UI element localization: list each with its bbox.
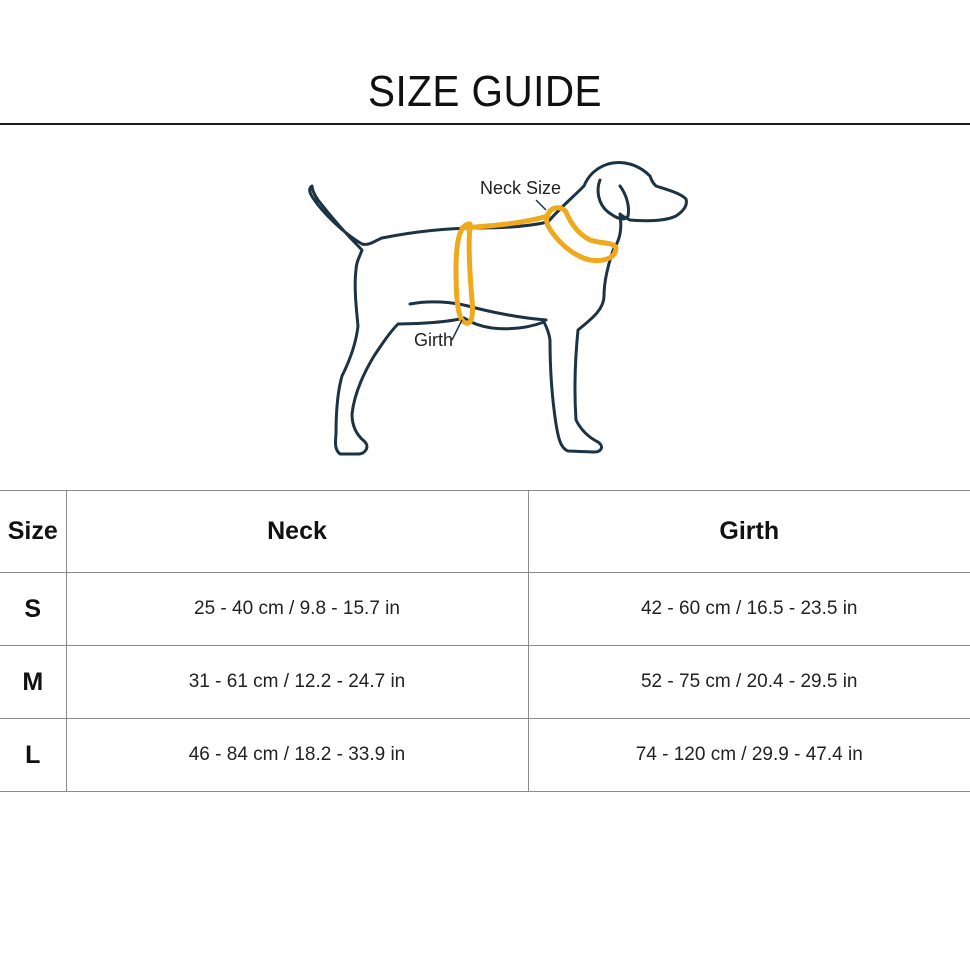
dog-body-outline [310, 163, 687, 455]
neck-measure-highlight [547, 208, 617, 261]
column-header-size: Size [0, 491, 66, 573]
table-row [0, 719, 970, 792]
column-header-neck: Neck [66, 491, 528, 573]
size-cell: L [0, 719, 66, 792]
girth-measure-highlight [456, 224, 473, 323]
title-divider [0, 123, 970, 125]
neck-cell: 25 - 40 cm / 9.8 - 15.7 in [66, 573, 528, 646]
neck-label-leader [536, 200, 546, 210]
table-row [0, 646, 970, 719]
table-header-row [0, 491, 970, 573]
girth-label-leader [452, 320, 462, 340]
dog-outline-icon [290, 150, 710, 470]
girth-cell: 74 - 120 cm / 29.9 - 47.4 in [528, 719, 970, 792]
dog-belly-line [410, 302, 546, 320]
girth-label: Girth [414, 330, 454, 350]
neck-size-label: Neck Size [480, 178, 562, 198]
size-table [0, 490, 970, 792]
size-cell: S [0, 573, 66, 646]
neck-cell: 31 - 61 cm / 12.2 - 24.7 in [66, 646, 528, 719]
page-title: SIZE GUIDE [367, 67, 603, 117]
table-row [0, 573, 970, 646]
neck-cell: 46 - 84 cm / 18.2 - 33.9 in [66, 719, 528, 792]
column-header-girth: Girth [528, 491, 970, 573]
girth-cell: 42 - 60 cm / 16.5 - 23.5 in [528, 573, 970, 646]
size-cell: M [0, 646, 66, 719]
dog-ear [598, 180, 628, 219]
back-measure-highlight [462, 216, 548, 228]
girth-cell: 52 - 75 cm / 20.4 - 29.5 in [528, 646, 970, 719]
